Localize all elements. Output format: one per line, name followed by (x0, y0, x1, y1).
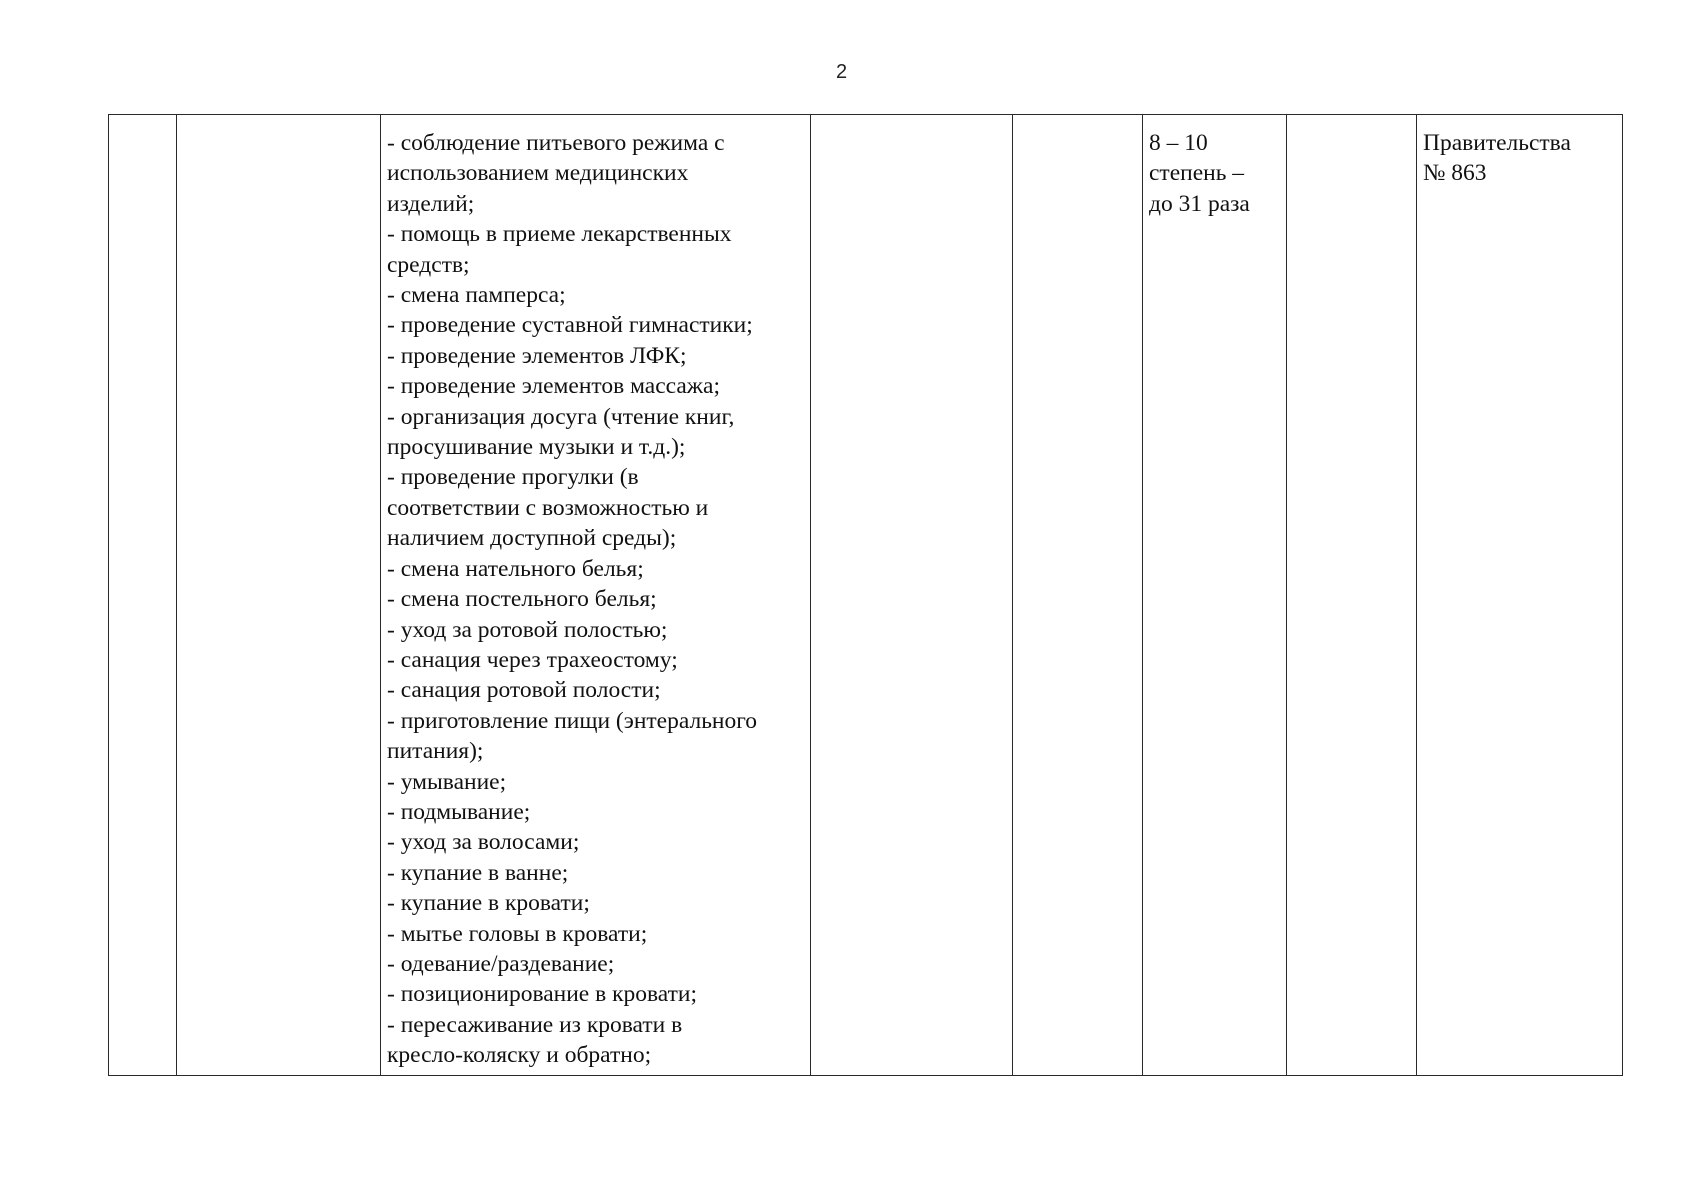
service-item: - санация ротовой полости; (387, 677, 661, 704)
services-cell (381, 115, 811, 1076)
service-item: - смена постельного белья; (387, 586, 657, 613)
service-item: - соблюдение питьевого режима с использованием медицинских изделий; (387, 130, 725, 217)
service-item: - смена памперса; (387, 282, 566, 309)
frequency-line: 8 – 10 (1149, 130, 1208, 156)
frequency-line: до 31 раза (1149, 190, 1250, 217)
empty-cell-2 (177, 115, 381, 1076)
service-item: - купание в кровати; (387, 890, 590, 917)
service-item: - санация через трахеостому; (387, 646, 678, 673)
service-item: - умывание; (387, 768, 507, 795)
services-table (108, 114, 1623, 1076)
service-item: - проведение элементов массажа; (387, 373, 720, 400)
basis-cell (1417, 115, 1623, 1076)
service-item: - организация досуга (чтение книг, просушивание музыки и т.д.); (387, 403, 735, 461)
service-item: - смена нательного белья; (387, 555, 644, 582)
service-item: - приготовление пищи (энтерального питания); (387, 707, 758, 765)
empty-cell-1 (109, 115, 177, 1076)
service-item: - проведение прогулки (в соответствии с возможностью и наличием доступной среды); (387, 464, 709, 552)
basis-line: № 863 (1423, 160, 1487, 187)
service-item: - купание в ванне; (387, 859, 569, 886)
page-number: 2 (836, 61, 848, 83)
empty-cell-5 (1013, 115, 1143, 1076)
service-item: - уход за ротовой полостью; (387, 616, 668, 643)
service-item: - уход за волосами; (387, 829, 580, 856)
empty-cell-4 (811, 115, 1013, 1076)
service-item: - одевание/раздевание; (387, 950, 615, 977)
service-item: - проведение суставной гимнастики; (387, 312, 753, 339)
basis-line: Правительства (1423, 130, 1571, 156)
frequency-cell (1143, 115, 1287, 1076)
frequency-line: степень – (1149, 160, 1245, 187)
service-item: - пересаживание из кровати в кресло-коляску и обратно; (387, 1011, 683, 1069)
service-item: - подмывание; (387, 798, 531, 825)
table-row (109, 115, 1623, 1076)
service-item: - позиционирование в кровати; (387, 981, 697, 1008)
service-item: - проведение элементов ЛФК; (387, 342, 687, 369)
service-item: - мытье головы в кровати; (387, 920, 648, 947)
service-item: - помощь в приеме лекарственных средств; (387, 221, 732, 278)
empty-cell-7 (1287, 115, 1417, 1076)
services-list (387, 128, 804, 1071)
